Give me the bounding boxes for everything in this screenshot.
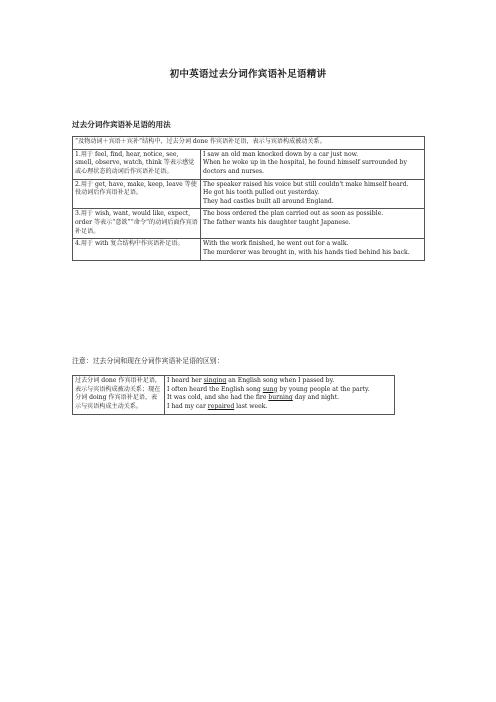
sentence-text: day and night. — [292, 394, 340, 402]
usage-rule: 1.用于 feel, find, hear, notice, see, smell, observe, watch, think 等表示感觉或心理状态的动词后作宾语补足语。 — [73, 149, 201, 179]
example-sentence: He got his tooth pulled out yesterday. — [203, 189, 320, 197]
example-sentence: They had castles built all around England. — [203, 197, 334, 205]
table-row — [73, 376, 395, 415]
example-sentence: The speaker raised his voice but still couldn't make himself heard. — [203, 180, 409, 188]
table-row — [73, 239, 425, 260]
underlined-participle: sung — [262, 385, 278, 393]
underlined-participle: burning — [268, 394, 293, 402]
example-sentence — [167, 377, 392, 386]
page-title: 初中英语过去分词作宾语补足语精讲 — [169, 69, 327, 80]
usage-examples — [201, 149, 425, 179]
note-text: 注意：过去分词和现在分词作宾语补足语的区别： — [72, 357, 224, 365]
example-sentence: When he woke up in the hospital, he found himself surrounded by doctors and nurses. — [203, 159, 407, 175]
example-sentence: The murderer was brought in, with his hands tied behind his back. — [203, 249, 410, 257]
sentence-text: I heard her — [167, 377, 204, 384]
contrast-rule: 过去分词 done 作宾语补足语，表示与宾语构成被动关系；现在分词 doing 作宾语补足语，表示与宾语构成主动关系。 — [73, 376, 165, 415]
example-sentence — [167, 403, 392, 412]
usage-examples — [201, 179, 425, 209]
sentence-text: I often heard the English song — [167, 385, 263, 393]
contrast-table — [72, 375, 395, 415]
underlined-participle: singing — [203, 377, 227, 384]
table-row — [73, 149, 425, 179]
sentence-text: It was cold, and she had the fire — [167, 394, 269, 402]
example-sentence: With the work finished, he went out for a walk. — [203, 240, 349, 248]
usage-intro: “及物动词＋宾语＋宾补”结构中，过去分词 done 作宾语补足语，表示与宾语构成被动关系。 — [73, 137, 425, 150]
usage-rule: 4.用于 with 复合结构中作宾语补足语。 — [73, 239, 201, 260]
usage-examples — [201, 209, 425, 239]
usage-examples — [201, 239, 425, 260]
usage-table — [72, 136, 425, 261]
table-row — [73, 209, 425, 239]
example-sentence: The father wants his daughter taught Japanese. — [203, 219, 351, 227]
example-sentence: I saw an old man knocked down by a car just now. — [203, 150, 359, 158]
usage-rule: 3.用于 wish, want, would like, expect, order 等表示“意欲”“命令”的动词后面作宾语补足语。 — [73, 209, 201, 239]
sentence-text: I had my car — [167, 402, 208, 410]
usage-rule: 2.用于 get, have, make, keep, leave 等使役动词后作宾语补足语。 — [73, 179, 201, 209]
sentence-text: an English song when I passed by. — [226, 377, 335, 384]
example-sentence — [167, 386, 392, 395]
table-intro-row — [73, 137, 425, 150]
underlined-participle: repaired — [207, 402, 235, 410]
example-sentence: The boss ordered the plan carried out as soon as possible. — [203, 210, 384, 218]
sentence-text: last week. — [234, 402, 268, 410]
sentence-text: by young people at the party. — [277, 385, 370, 393]
section-heading: 过去分词作宾语补足语的用法 — [72, 120, 171, 129]
example-sentence — [167, 394, 392, 403]
contrast-examples — [165, 376, 395, 415]
table-row — [73, 179, 425, 209]
